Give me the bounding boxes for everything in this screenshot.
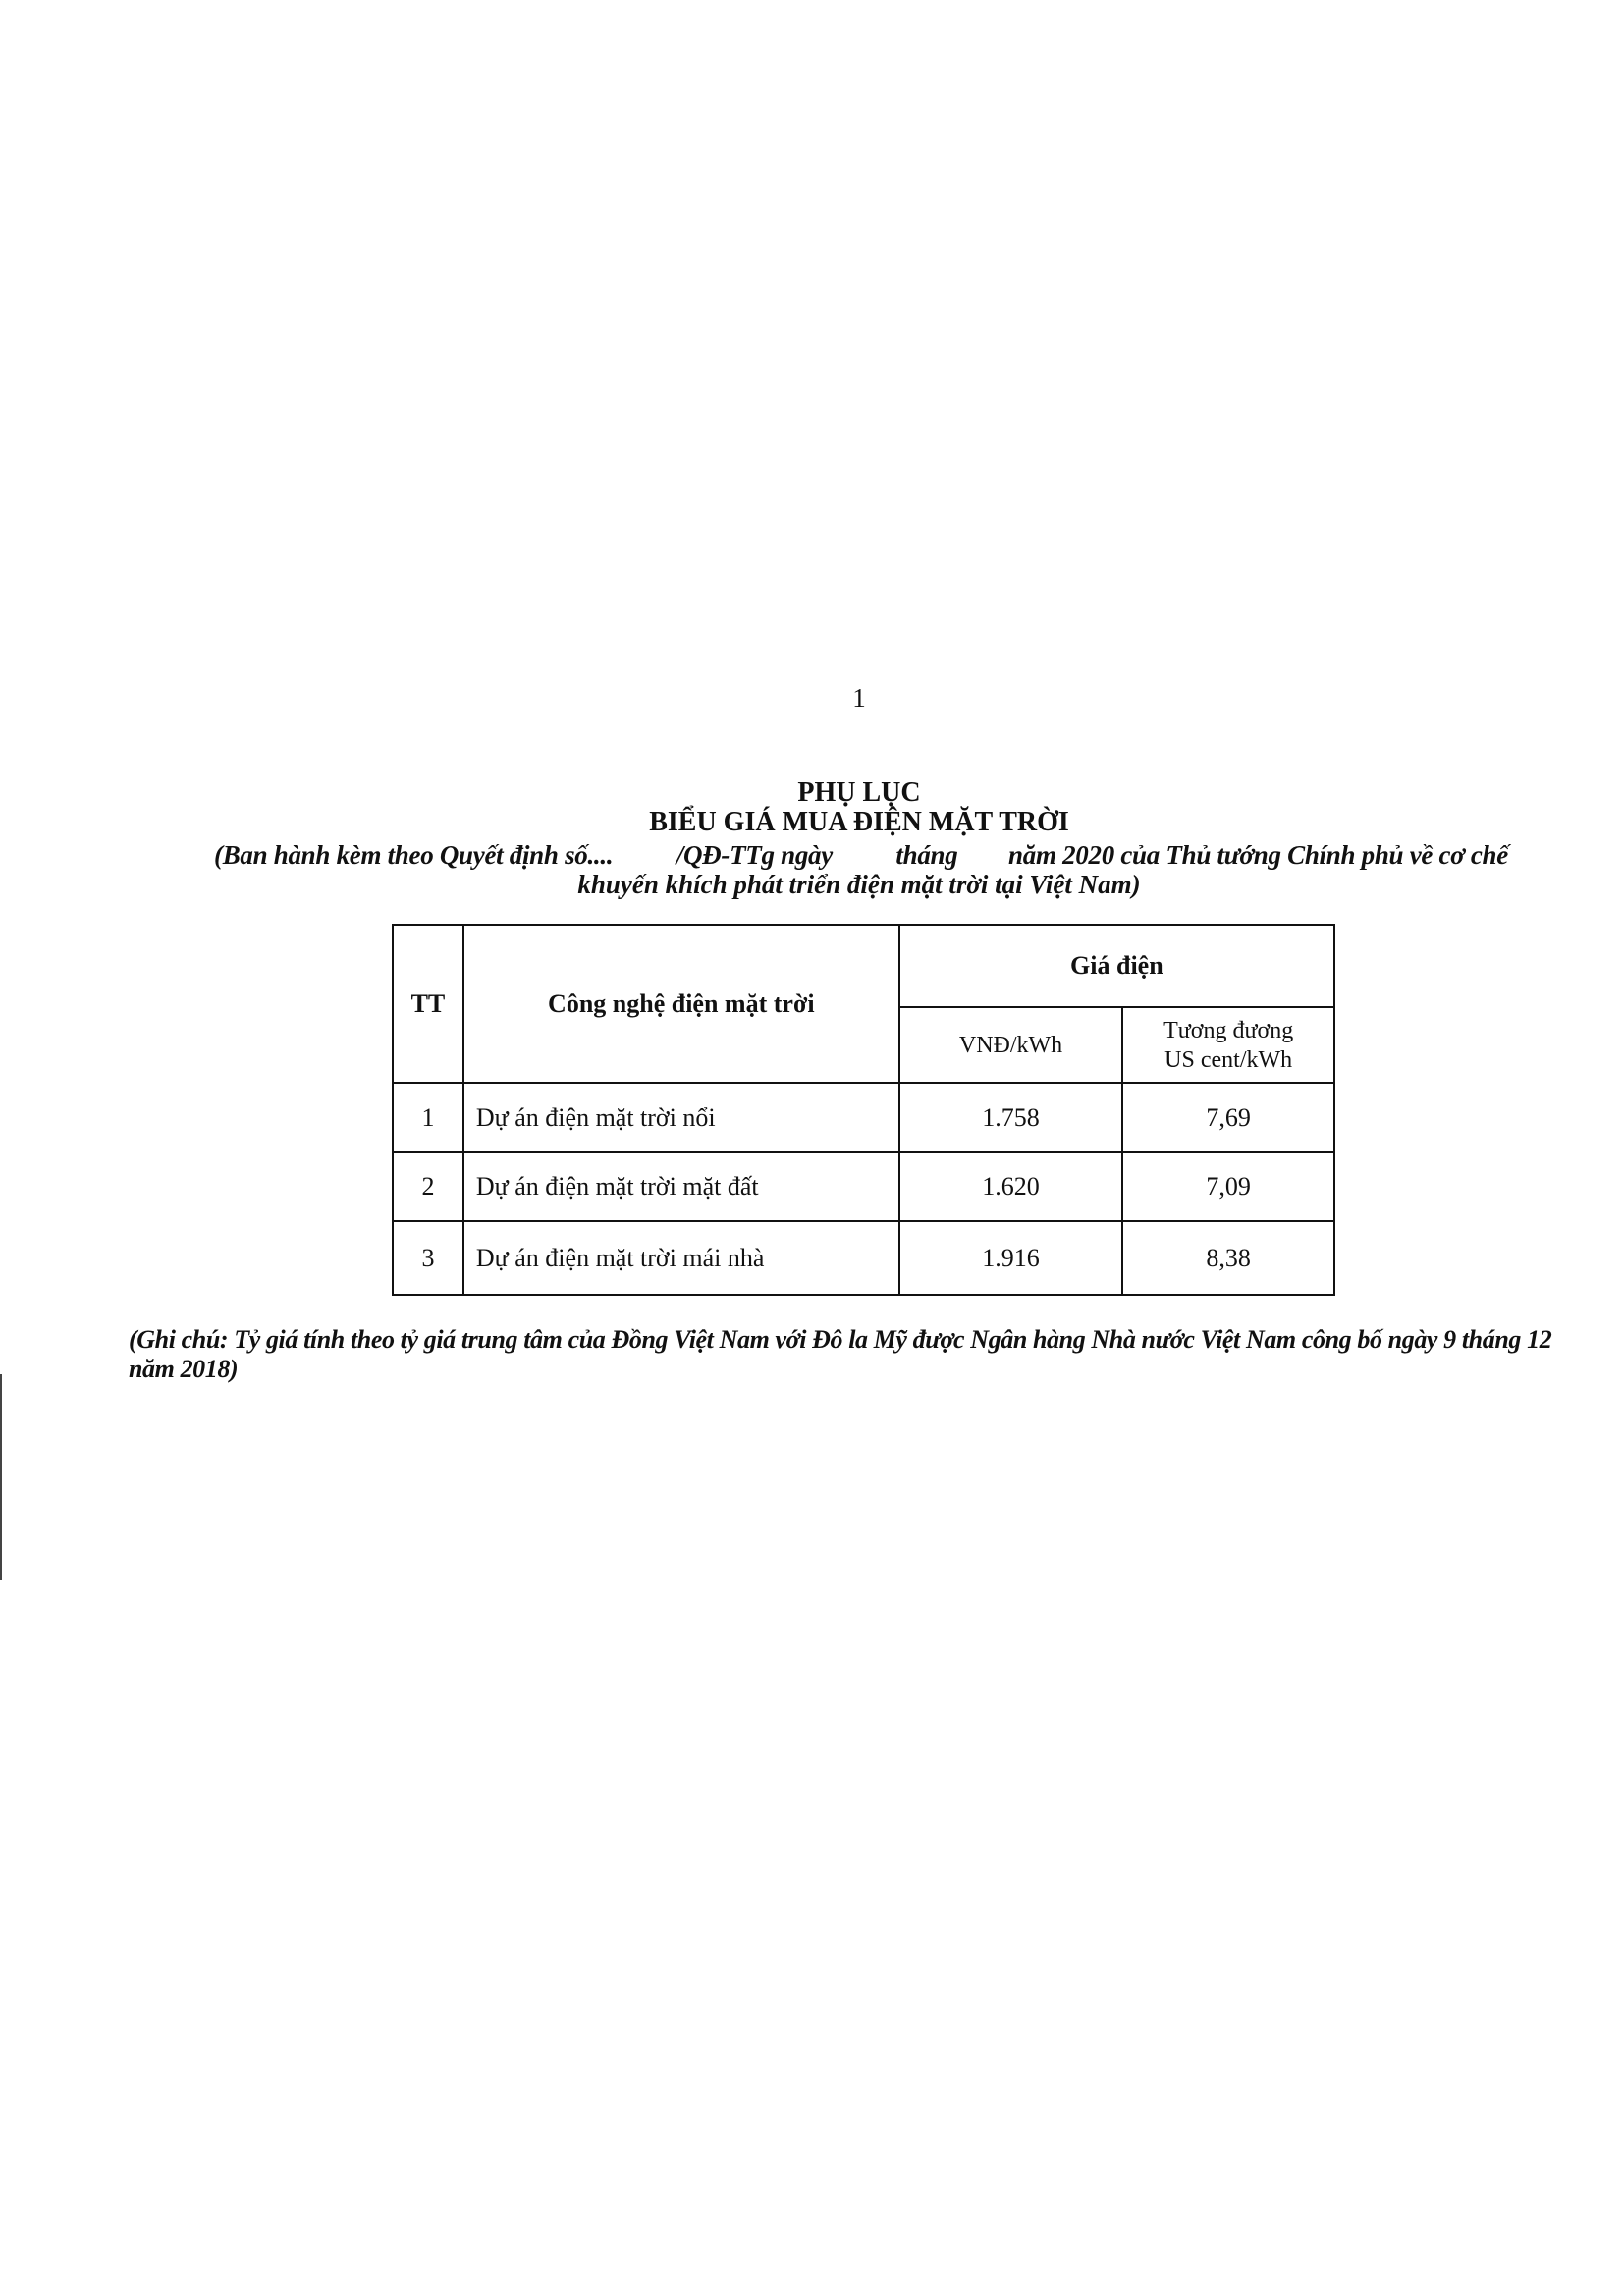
appendix-heading: PHỤ LỤC (797, 777, 921, 808)
cell-usd: 7,09 (1122, 1152, 1334, 1221)
header-usd-line2: US cent/kWh (1164, 1046, 1293, 1073)
table-row (393, 1221, 1334, 1295)
cell-tt: 3 (393, 1221, 463, 1295)
cell-vnd: 1.758 (899, 1083, 1123, 1152)
cell-tt: 2 (393, 1152, 463, 1221)
solar-price-table (392, 924, 1335, 1296)
header-price-group: Giá điện (899, 925, 1334, 1007)
cell-usd: 8,38 (1122, 1221, 1334, 1295)
table-row (393, 1083, 1334, 1152)
header-tt: TT (393, 925, 463, 1083)
cell-usd: 7,69 (1122, 1083, 1334, 1152)
cell-vnd: 1.620 (899, 1152, 1123, 1221)
cell-vnd: 1.916 (899, 1221, 1123, 1295)
table-header-row (393, 925, 1334, 1007)
header-usd-line1: Tương đương (1163, 1017, 1294, 1043)
subtitle-line-1: (Ban hành kèm theo Quyết định số.... /QĐ-TTg ngày tháng năm 2020 của Thủ tướng Chính phủ về cơ chế (214, 840, 1508, 870)
header-technology: Công nghệ điện mặt trời (463, 925, 899, 1083)
page-number: 1 (852, 683, 866, 713)
document-title: BIỂU GIÁ MUA ĐIỆN MẶT TRỜI (649, 807, 1069, 837)
header-vnd: VNĐ/kWh (899, 1007, 1123, 1083)
cell-tt: 1 (393, 1083, 463, 1152)
cell-technology: Dự án điện mặt trời mặt đất (463, 1152, 899, 1221)
subtitle-line-2: khuyến khích phát triển điện mặt trời tại Việt Nam) (577, 870, 1141, 899)
cell-technology: Dự án điện mặt trời nổi (463, 1083, 899, 1152)
table-row (393, 1152, 1334, 1221)
header-usd (1122, 1007, 1334, 1083)
footnote: (Ghi chú: Tỷ giá tính theo tỷ giá trung tâm của Đồng Việt Nam với Đô la Mỹ được Ngân hàng Nhà nước Việt Nam công bố ngày 9 tháng 12 năm 2018) (129, 1325, 1552, 1383)
cell-technology: Dự án điện mặt trời mái nhà (463, 1221, 899, 1295)
scan-edge-mark (0, 1374, 2, 1580)
